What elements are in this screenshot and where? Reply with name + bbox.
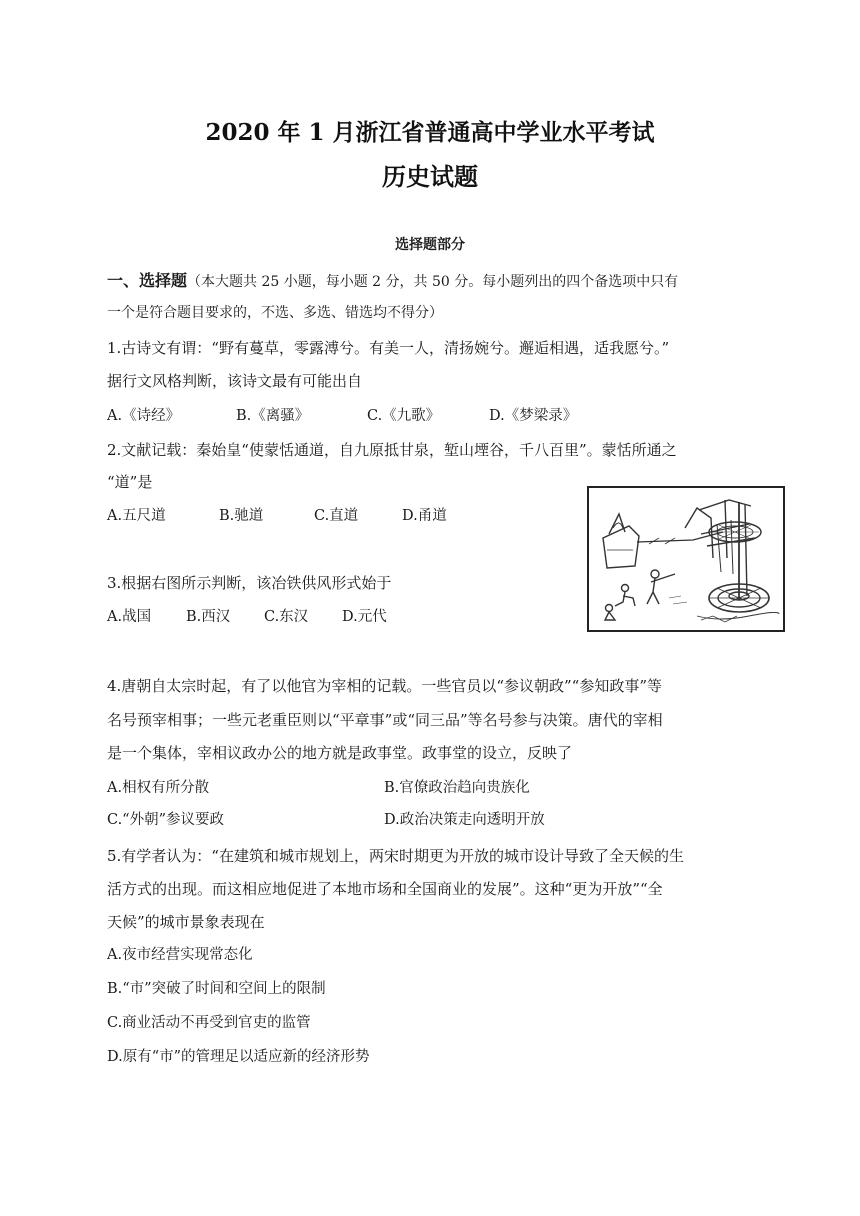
- question-5-line-2: 活方式的出现。而这相应地促进了本地市场和全国商业的发展”。这种“更为开放”“全: [107, 880, 663, 898]
- question-1-option-d[interactable]: D.《梦梁录》: [489, 408, 578, 424]
- question-4-option-c[interactable]: C.“外朝”参议要政: [107, 812, 225, 828]
- question-3-option-b[interactable]: B.西汉: [186, 609, 231, 625]
- water-powered-bellows-illustration: [587, 486, 785, 632]
- question-2-line-2: “道”是: [107, 473, 153, 491]
- section-title: 一、选择题: [107, 271, 188, 290]
- question-2-option-a[interactable]: A.五尺道: [107, 508, 166, 524]
- section-desc-2: 一个是符合题目要求的，不选、多选、错选均不得分）: [107, 305, 443, 321]
- question-1-option-b[interactable]: B.《离骚》: [236, 408, 310, 424]
- question-5-option-c[interactable]: C.商业活动不再受到官吏的监管: [107, 1015, 311, 1031]
- exam-subtitle: 历史试题: [382, 162, 478, 191]
- question-4-option-d[interactable]: D.政治决策走向透明开放: [384, 812, 545, 828]
- exam-title: 2020 年 1 月浙江省普通高中学业水平考试: [205, 119, 655, 146]
- question-1-line-1: 1.古诗文有谓：“野有蔓草，零露溥兮。有美一人，清扬婉兮。邂逅相遇，适我愿兮。”: [107, 339, 670, 357]
- part-heading: 选择题部分: [395, 237, 465, 253]
- question-2-option-d[interactable]: D.甬道: [402, 508, 447, 524]
- question-4-option-a[interactable]: A.相权有所分散: [107, 780, 210, 796]
- question-2-option-b[interactable]: B.驰道: [219, 508, 264, 524]
- question-5-option-b[interactable]: B.“市”突破了时间和空间上的限制: [107, 981, 326, 997]
- question-5-line-3: 天候”的城市景象表现在: [107, 913, 265, 931]
- question-5-option-d[interactable]: D.原有“市”的管理足以适应新的经济形势: [107, 1049, 370, 1065]
- bellows-drawing-icon: [589, 488, 783, 630]
- question-2-option-c[interactable]: C.直道: [314, 508, 359, 524]
- question-1-line-2: 据行文风格判断，该诗文最有可能出自: [107, 372, 363, 390]
- question-1-option-a[interactable]: A.《诗经》: [107, 408, 181, 424]
- question-5-line-1: 5.有学者认为：“在建筑和城市规划上，两宋时期更为开放的城市设计导致了全天候的生: [107, 847, 684, 865]
- question-4-line-3: 是一个集体，宰相议政办公的地方就是政事堂。政事堂的设立，反映了: [107, 744, 573, 762]
- question-4-line-2: 名号预宰相事；一些元老重臣则以“平章事”或“同三品”等名号参与决策。唐代的宰相: [107, 711, 663, 729]
- question-3-option-c[interactable]: C.东汉: [264, 609, 309, 625]
- question-4-option-b[interactable]: B.官僚政治趋向贵族化: [384, 780, 530, 796]
- question-3-option-a[interactable]: A.战国: [107, 609, 152, 625]
- question-3-option-d[interactable]: D.元代: [342, 609, 387, 625]
- question-3-line-1: 3.根据右图所示判断，该冶铁供风形式始于: [107, 574, 392, 592]
- question-5-option-a[interactable]: A.夜市经营实现常态化: [107, 947, 253, 963]
- question-4-line-1: 4.唐朝自太宗时起，有了以他官为宰相的记载。一些官员以“参议朝政”“参知政事”等: [107, 677, 662, 695]
- section-heading: [107, 271, 678, 292]
- question-1-option-c[interactable]: C.《九歌》: [367, 408, 441, 424]
- section-desc-1: （本大题共 25 小题，每小题 2 分，共 50 分。每小题列出的四个备选项中只有: [187, 274, 679, 290]
- question-2-line-1: 2.文献记载：秦始皇“使蒙恬通道，自九原抵甘泉，堑山堙谷，千八百里”。蒙恬所通之: [107, 441, 677, 459]
